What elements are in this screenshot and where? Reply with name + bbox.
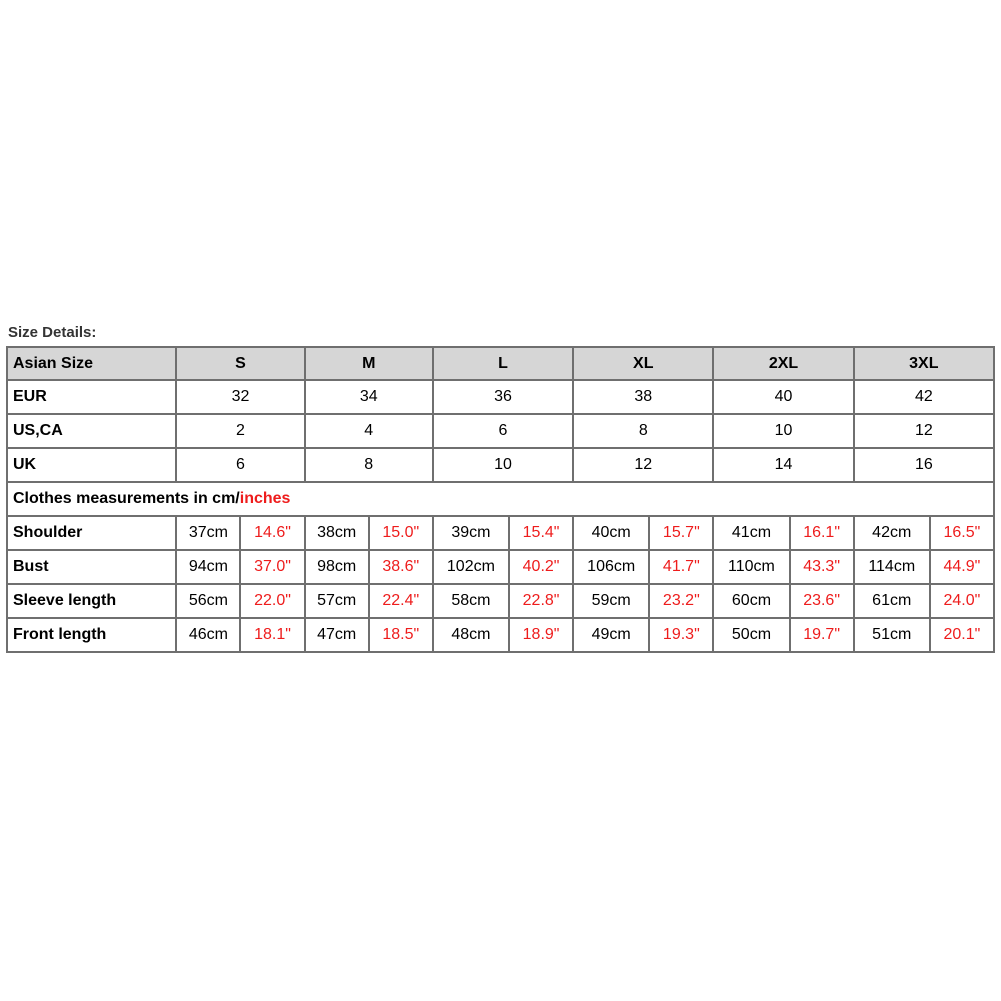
cm-value: 102cm <box>433 550 509 584</box>
cm-value: 42cm <box>854 516 930 550</box>
cm-value: 114cm <box>854 550 930 584</box>
conversion-value: 10 <box>713 414 853 448</box>
cm-value: 60cm <box>713 584 789 618</box>
measurement-row <box>7 618 994 652</box>
cm-value: 41cm <box>713 516 789 550</box>
conversion-value: 36 <box>433 380 573 414</box>
inch-value: 18.5" <box>369 618 433 652</box>
cm-value: 40cm <box>573 516 649 550</box>
inch-value: 19.7" <box>790 618 854 652</box>
measurement-row <box>7 516 994 550</box>
cm-value: 48cm <box>433 618 509 652</box>
conversion-value: 34 <box>305 380 433 414</box>
measurement-row <box>7 550 994 584</box>
conversion-value: 40 <box>713 380 853 414</box>
conversion-value: 38 <box>573 380 713 414</box>
cm-value: 37cm <box>176 516 240 550</box>
inch-value: 16.1" <box>790 516 854 550</box>
inch-value: 15.7" <box>649 516 713 550</box>
inch-value: 22.4" <box>369 584 433 618</box>
cm-value: 106cm <box>573 550 649 584</box>
size-header-cell: 2XL <box>713 347 853 380</box>
size-chart-table <box>6 346 995 653</box>
conversion-value: 12 <box>573 448 713 482</box>
row-label: Bust <box>7 550 176 584</box>
cm-value: 39cm <box>433 516 509 550</box>
inch-value: 18.1" <box>240 618 304 652</box>
cm-value: 59cm <box>573 584 649 618</box>
inch-value: 18.9" <box>509 618 573 652</box>
section-row <box>7 482 994 516</box>
section-heading <box>7 482 994 516</box>
inch-value: 15.4" <box>509 516 573 550</box>
size-header-cell: M <box>305 347 433 380</box>
conversion-value: 8 <box>305 448 433 482</box>
row-label: US,CA <box>7 414 176 448</box>
conversion-row <box>7 448 994 482</box>
page-title: Size Details: <box>8 324 97 341</box>
inch-value: 40.2" <box>509 550 573 584</box>
row-label: EUR <box>7 380 176 414</box>
row-label: UK <box>7 448 176 482</box>
conversion-value: 10 <box>433 448 573 482</box>
conversion-value: 12 <box>854 414 994 448</box>
inch-value: 16.5" <box>930 516 994 550</box>
row-label: Front length <box>7 618 176 652</box>
inch-value: 19.3" <box>649 618 713 652</box>
cm-value: 98cm <box>305 550 369 584</box>
conversion-value: 42 <box>854 380 994 414</box>
inch-value: 23.6" <box>790 584 854 618</box>
measurement-row <box>7 584 994 618</box>
cm-value: 61cm <box>854 584 930 618</box>
cm-value: 51cm <box>854 618 930 652</box>
cm-value: 49cm <box>573 618 649 652</box>
inch-value: 41.7" <box>649 550 713 584</box>
row-label: Shoulder <box>7 516 176 550</box>
cm-value: 110cm <box>713 550 789 584</box>
size-header-cell: 3XL <box>854 347 994 380</box>
cm-value: 50cm <box>713 618 789 652</box>
conversion-value: 6 <box>433 414 573 448</box>
conversion-row <box>7 380 994 414</box>
cm-value: 38cm <box>305 516 369 550</box>
conversion-value: 32 <box>176 380 304 414</box>
cm-value: 94cm <box>176 550 240 584</box>
inch-value: 14.6" <box>240 516 304 550</box>
section-heading-text: Clothes measurements in cm/ <box>13 490 240 507</box>
inch-value: 24.0" <box>930 584 994 618</box>
cm-value: 47cm <box>305 618 369 652</box>
inch-value: 23.2" <box>649 584 713 618</box>
size-header-cell: XL <box>573 347 713 380</box>
inch-value: 20.1" <box>930 618 994 652</box>
conversion-value: 8 <box>573 414 713 448</box>
inch-value: 22.0" <box>240 584 304 618</box>
cm-value: 57cm <box>305 584 369 618</box>
header-label: Asian Size <box>7 347 176 380</box>
conversion-row <box>7 414 994 448</box>
inch-value: 37.0" <box>240 550 304 584</box>
cm-value: 56cm <box>176 584 240 618</box>
header-row <box>7 347 994 380</box>
inch-value: 38.6" <box>369 550 433 584</box>
cm-value: 46cm <box>176 618 240 652</box>
size-header-cell: L <box>433 347 573 380</box>
conversion-value: 4 <box>305 414 433 448</box>
inch-value: 22.8" <box>509 584 573 618</box>
row-label: Sleeve length <box>7 584 176 618</box>
inch-value: 15.0" <box>369 516 433 550</box>
size-header-cell: S <box>176 347 304 380</box>
inch-value: 44.9" <box>930 550 994 584</box>
conversion-value: 16 <box>854 448 994 482</box>
conversion-value: 2 <box>176 414 304 448</box>
inch-value: 43.3" <box>790 550 854 584</box>
conversion-value: 14 <box>713 448 853 482</box>
cm-value: 58cm <box>433 584 509 618</box>
conversion-value: 6 <box>176 448 304 482</box>
section-unit-highlight: inches <box>239 490 291 507</box>
